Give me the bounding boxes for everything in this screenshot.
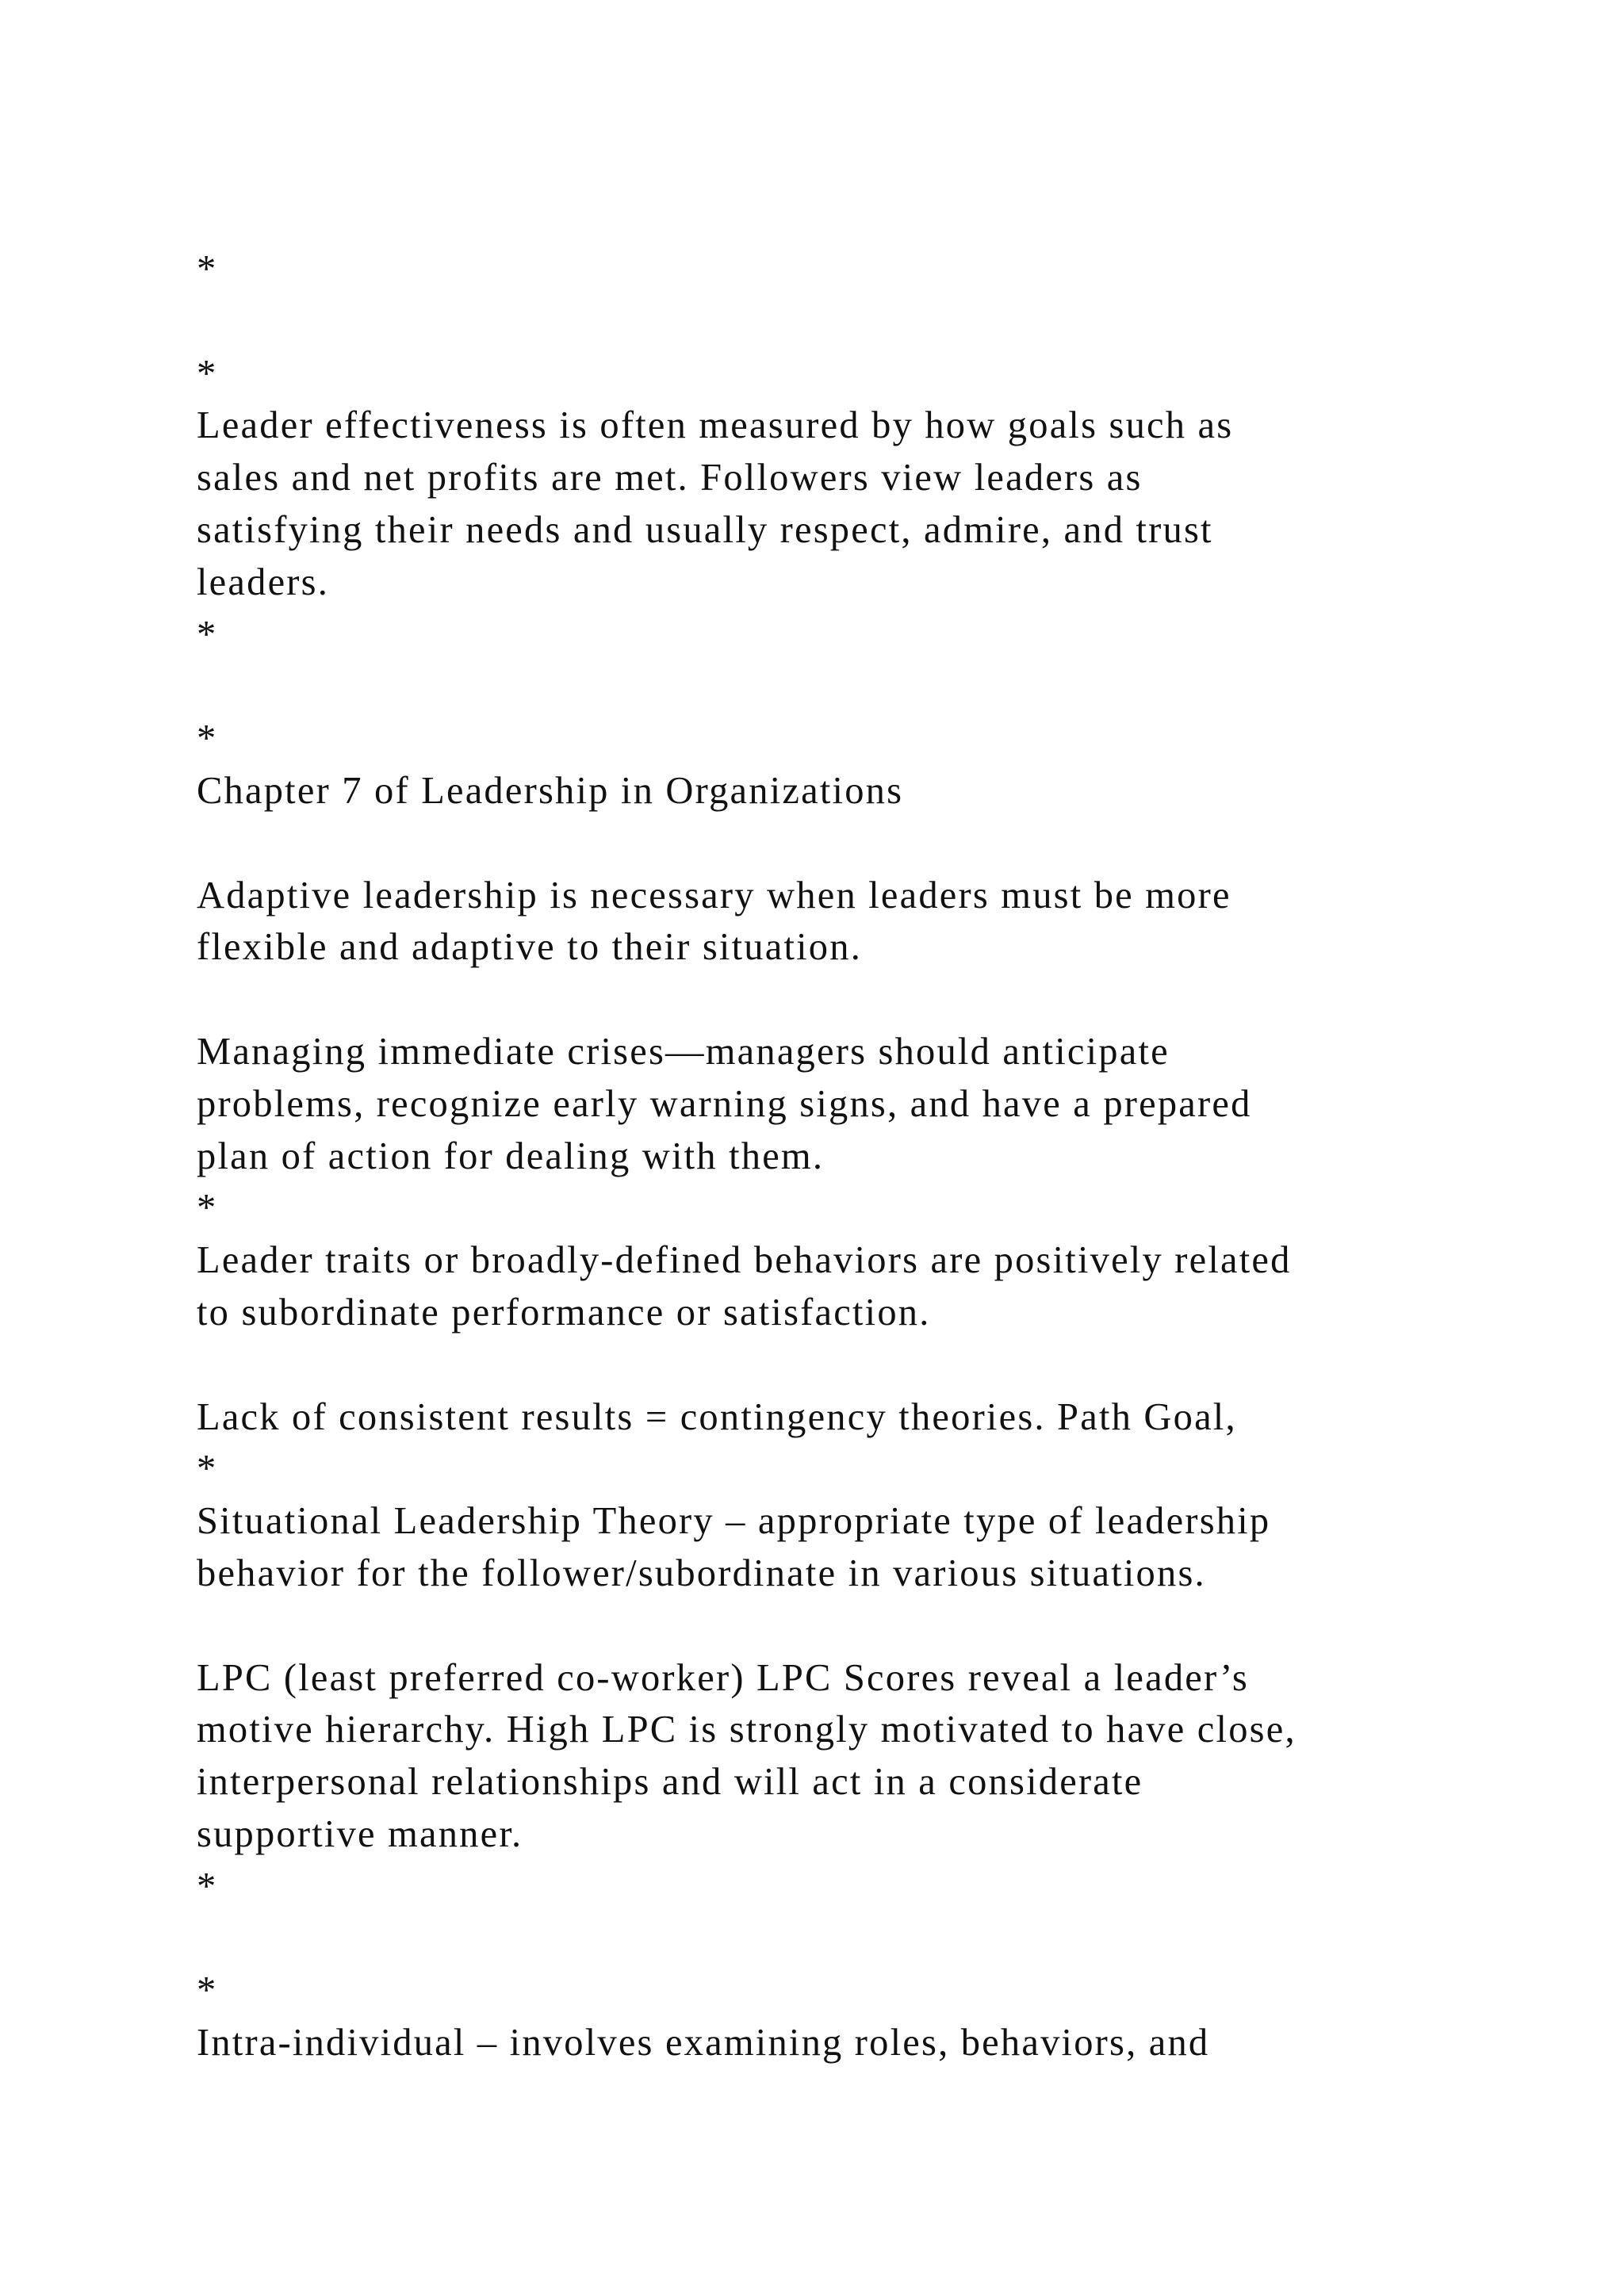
document-body: [197, 243, 1529, 2069]
text-line: to subordinate performance or satisfaction.: [197, 1291, 931, 1334]
blank-line: [197, 974, 1529, 1026]
text-line: satisfying their needs and usually respect, admire, and trust: [197, 508, 1213, 551]
text-line: Leader traits or broadly-defined behaviors are positively related: [197, 1239, 1292, 1282]
blank-line: [197, 1339, 1529, 1391]
text-line: sales and net profits are met. Followers view leaders as: [197, 457, 1143, 499]
text-line: Chapter 7 of Leadership in Organizations: [197, 769, 904, 812]
text-line: *: [197, 352, 218, 395]
text-line: behavior for the follower/subordinate in various situations.: [197, 1552, 1206, 1594]
text-line: Leader effectiveness is often measured by how goals such as: [197, 404, 1234, 447]
text-line: LPC (least preferred co-worker) LPC Scores reveal a leader’s: [197, 1656, 1249, 1699]
text-line: *: [197, 1187, 218, 1230]
text-line: *: [197, 1448, 218, 1490]
text-line: *: [197, 718, 218, 760]
blank-line: [197, 817, 1529, 870]
blank-line: [197, 1600, 1529, 1652]
text-line: interpersonal relationships and will act in a considerate: [197, 1761, 1143, 1804]
text-line: leaders.: [197, 561, 330, 603]
blank-line: [197, 1913, 1529, 1965]
text-line: *: [197, 1865, 218, 1908]
text-line: Managing immediate crises—managers should anticipate: [197, 1030, 1170, 1073]
text-line: Adaptive leadership is necessary when leaders must be more: [197, 874, 1231, 916]
text-line: Lack of consistent results = contingency theories. Path Goal,: [197, 1395, 1237, 1438]
text-line: *: [197, 1969, 218, 2012]
text-line: motive hierarchy. High LPC is strongly motivated to have close,: [197, 1709, 1297, 1751]
text-line: *: [197, 613, 218, 656]
text-line: problems, recognize early warning signs, and have a prepared: [197, 1082, 1252, 1125]
text-line: *: [197, 248, 218, 290]
blank-line: [197, 296, 1529, 348]
text-line: Situational Leadership Theory – appropriate type of leadership: [197, 1500, 1271, 1543]
blank-line: [197, 660, 1529, 713]
text-line: plan of action for dealing with them.: [197, 1135, 825, 1177]
text-line: Intra-individual – involves examining roles, behaviors, and: [197, 2022, 1210, 2064]
text-line: supportive manner.: [197, 1812, 523, 1855]
text-line: flexible and adaptive to their situation.: [197, 926, 863, 969]
